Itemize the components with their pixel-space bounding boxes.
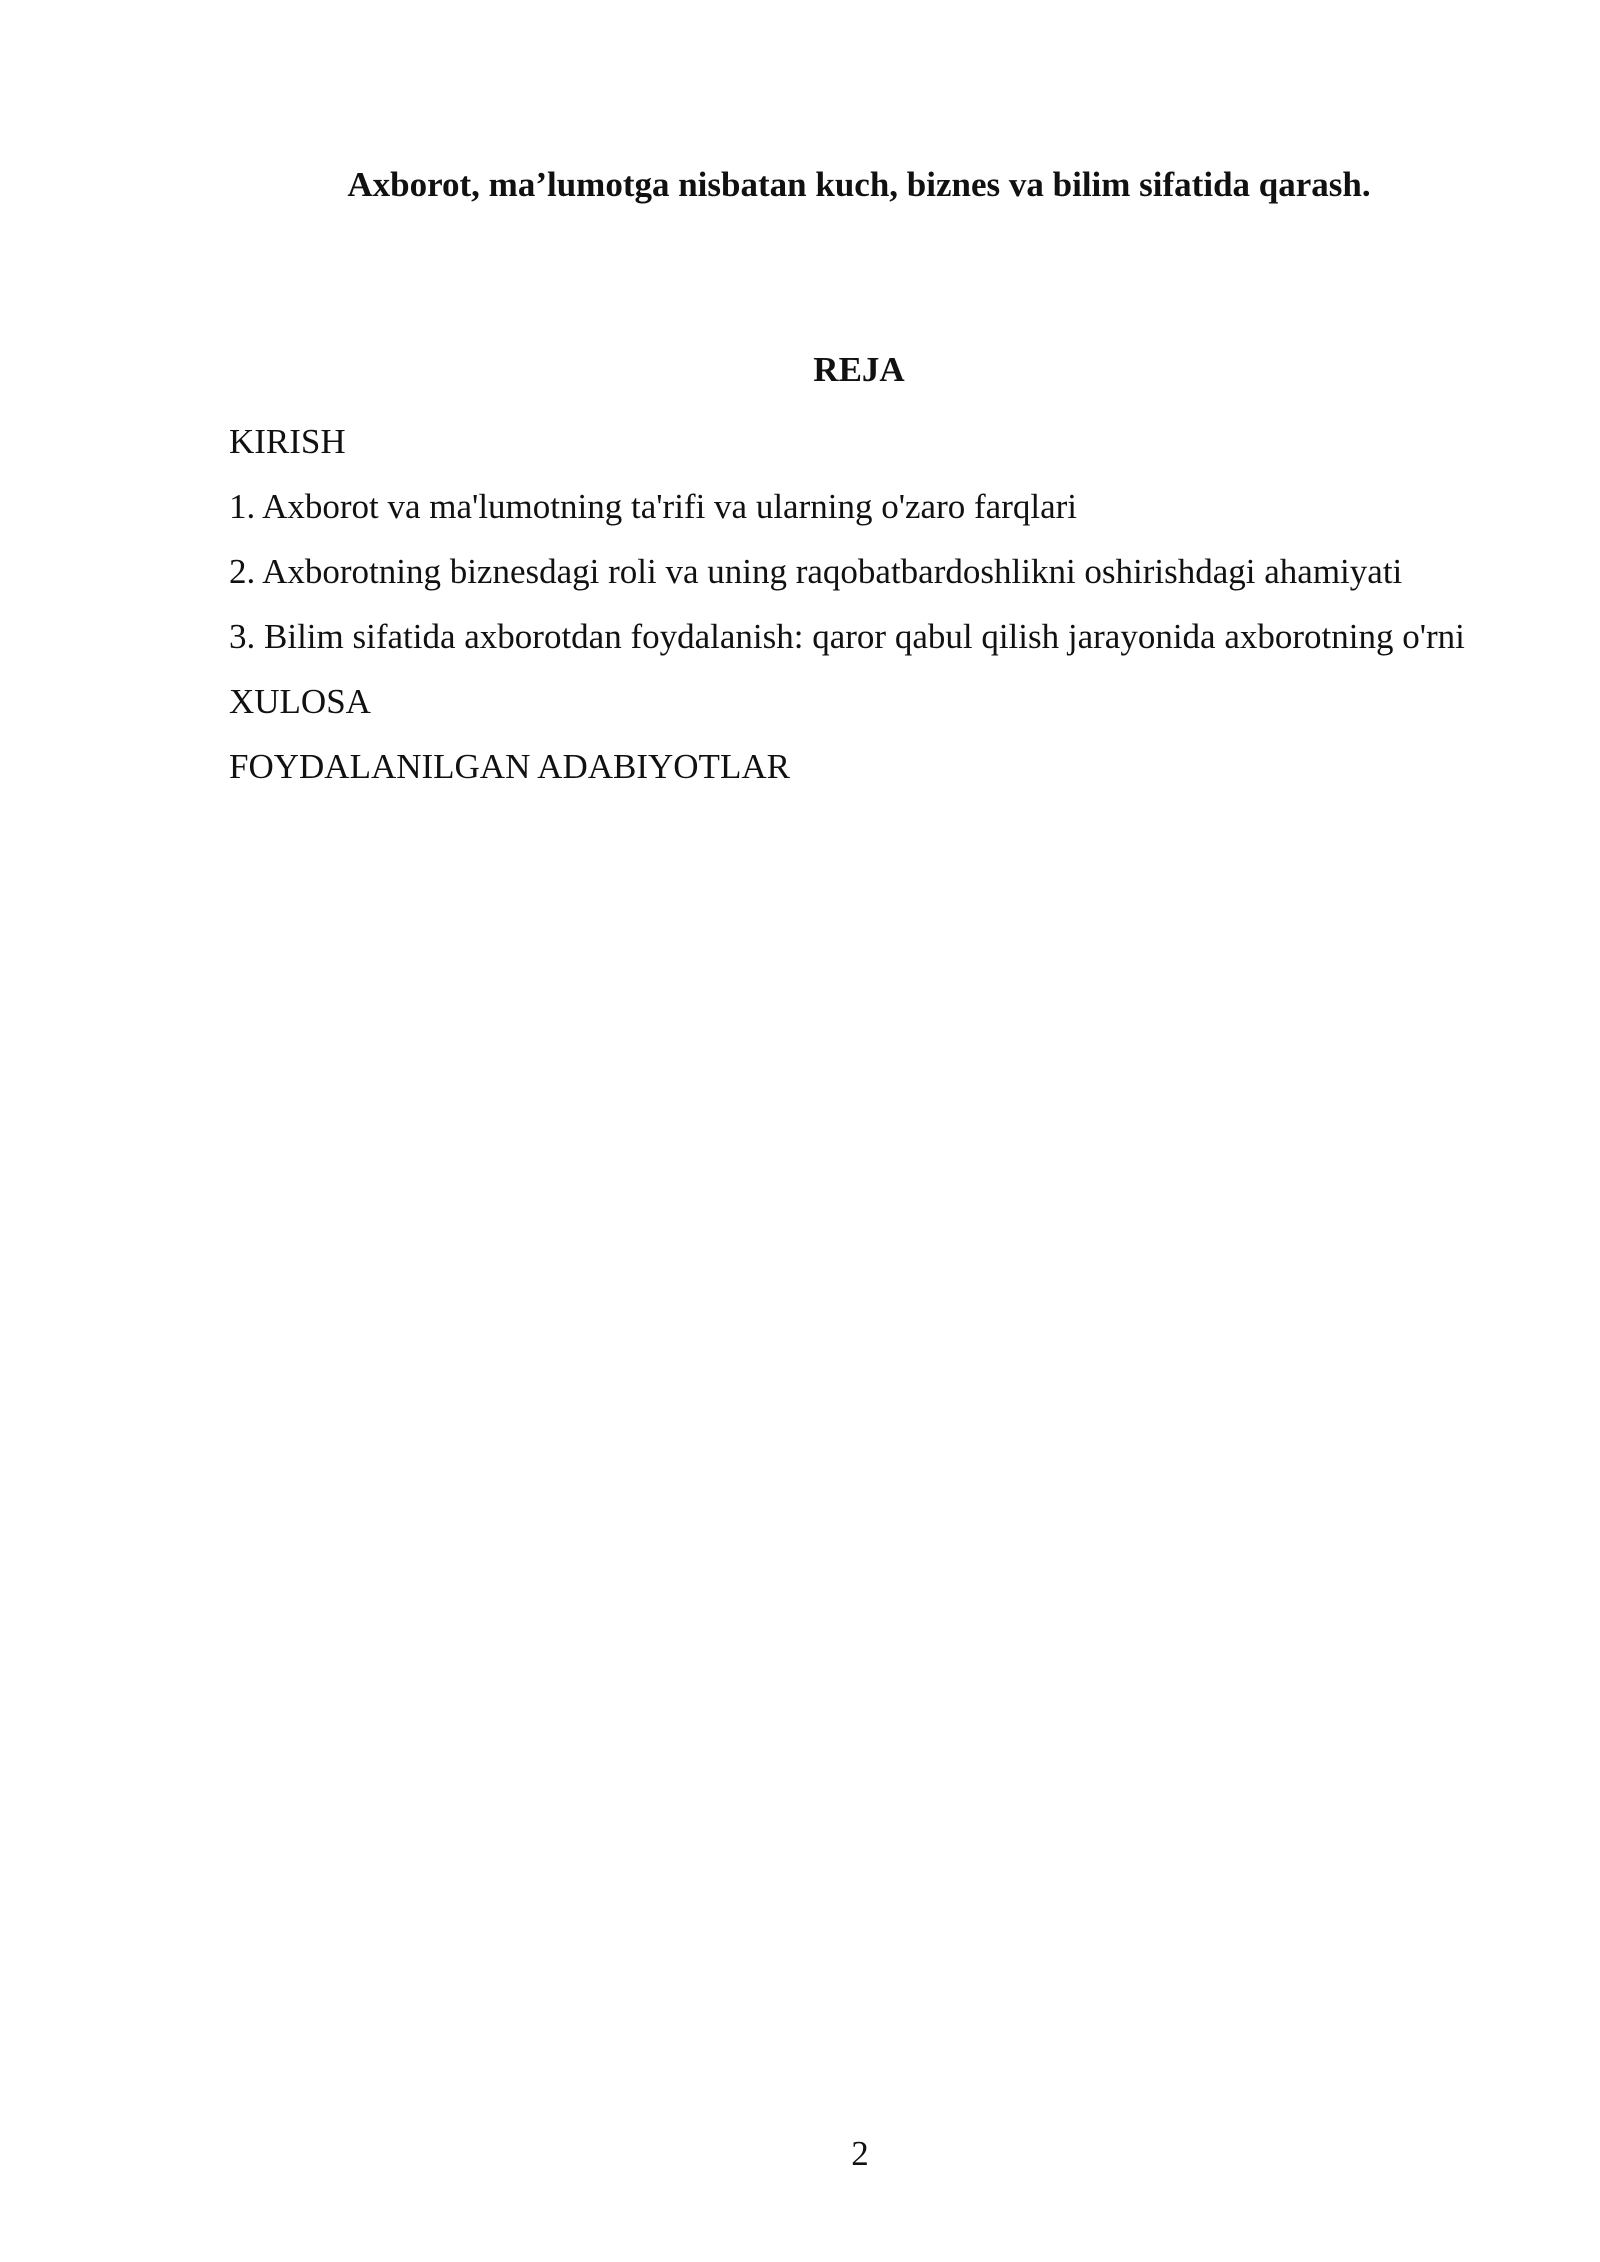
document-title: Axborot, ma’lumotga nisbatan kuch, biznes va bilim sifatida qarash. — [347, 165, 1371, 204]
plan-item-2: 2. Axborotning biznesdagi roli va uning raqobatbardoshlikni oshirishdagi ahamiyati — [229, 552, 1403, 591]
plan-item-1: 1. Axborot va ma'lumotning ta'rifi va ularning o'zaro farqlari — [229, 487, 1077, 526]
plan-list — [229, 414, 1494, 804]
plan-item-conclusion: XULOSA — [229, 682, 371, 721]
plan-item-introduction: KIRISH — [229, 422, 346, 461]
page-number: 2 — [851, 2134, 869, 2173]
plan-heading: REJA — [813, 350, 905, 389]
plan-item-3: 3. Bilim sifatida axborotdan foydalanish: qaror qabul qilish jarayonida axborotning o'rni — [229, 617, 1465, 656]
plan-item-references: FOYDALANILGAN ADABIYOTLAR — [229, 747, 790, 786]
